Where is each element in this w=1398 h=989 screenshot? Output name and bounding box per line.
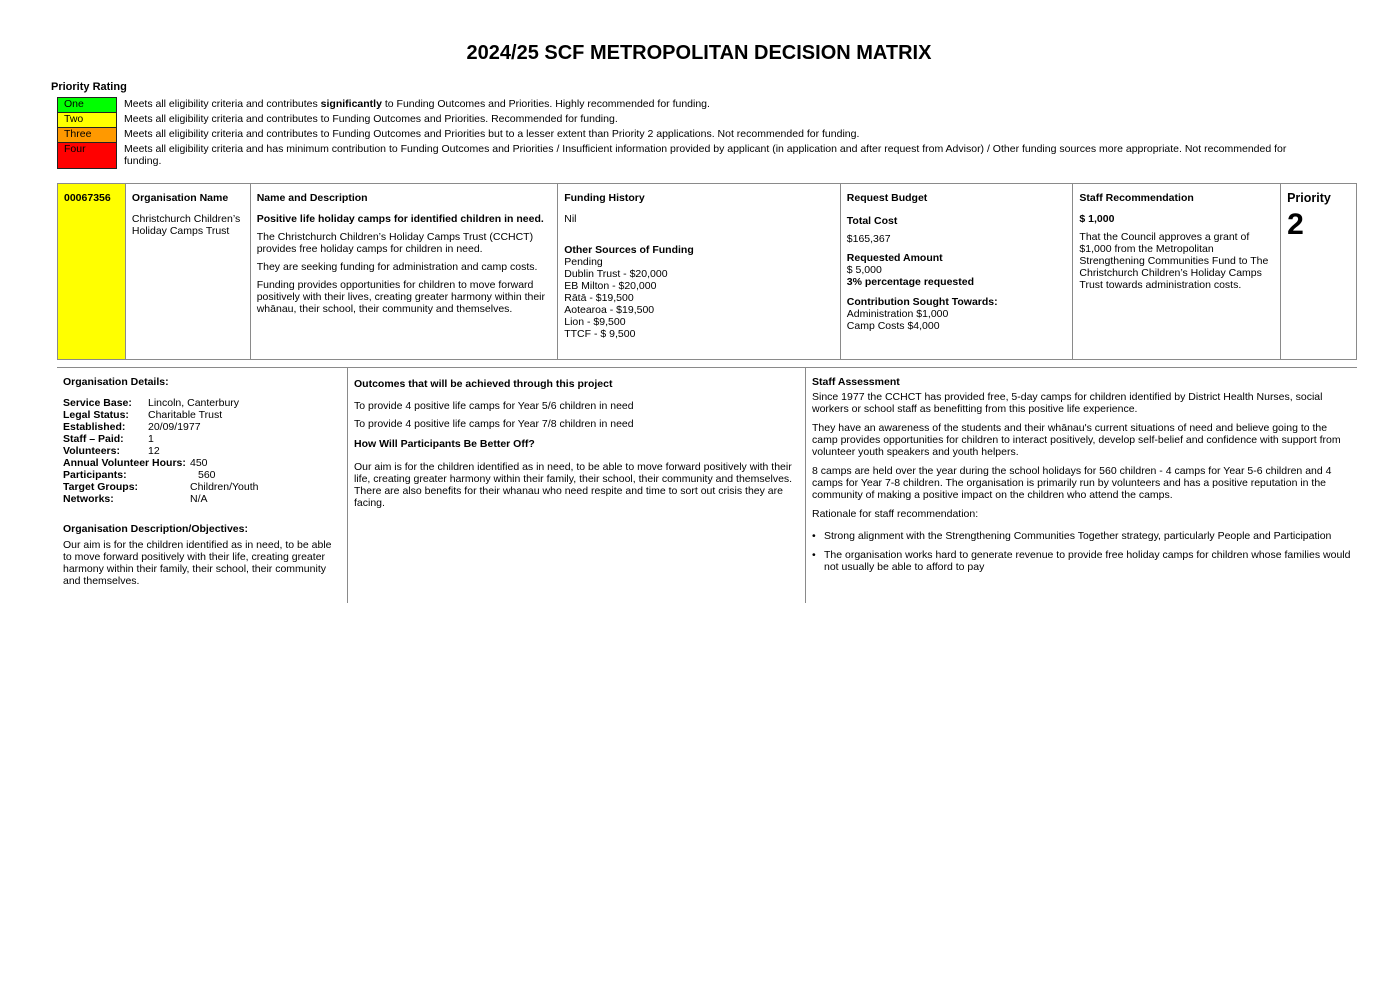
- description-paragraph: The Christchurch Children’s Holiday Camps Trust (CCHCT) provides free holiday camps for children in need.: [256, 231, 534, 255]
- funding-history-value: Nil: [564, 213, 577, 225]
- detail-key: Target Groups:: [63, 481, 139, 493]
- assessment-paragraph: They have an awareness of the students and their whānau's current situations of need and believe going to the camp provides opportunities for children to interact positively, develop self-belief and confidence with support from volunteer youth speakers and youth helpers.: [812, 422, 1341, 458]
- rationale-text: Strong alignment with the Strengthening Communities Together strategy, particularly People and Participation: [824, 530, 1332, 542]
- outcome-item: To provide 4 positive life camps for Year 5/6 children in need: [354, 400, 634, 412]
- detail-key: Established:: [63, 421, 126, 433]
- organisation-details-column: [57, 368, 348, 603]
- requested-amount-label: Requested Amount: [846, 252, 943, 264]
- priority-legend: [57, 97, 1307, 169]
- organisation-description-text: Our aim is for the children identified as in need, to be able to move forward positively with their life, creating greater harmony within their family, their school, their community and themselves.: [63, 539, 332, 587]
- staff-recommendation-text: That the Council approves a grant of $1,000 from the Metropolitan Strengthening Communities Fund to The Christchurch Children’s Holiday Camps Trust towards administration costs.: [1079, 231, 1269, 291]
- contribution-label: Contribution Sought Towards:: [846, 296, 998, 308]
- rationale-text: The organisation works hard to generate revenue to provide free holiday camps for children whose families would not usually be able to afford to pay: [824, 549, 1351, 573]
- total-cost-value: $165,367: [846, 233, 891, 245]
- staff-assessment-column: [806, 368, 1357, 603]
- request-budget-cell: [840, 184, 1073, 359]
- detail-key: Volunteers:: [63, 445, 120, 457]
- priority-swatch-one: One: [57, 97, 117, 112]
- detail-key: Service Base:: [63, 397, 132, 409]
- bullet-icon: •: [812, 549, 816, 561]
- organisation-description-heading: Organisation Description/Objectives:: [63, 523, 248, 535]
- detail-value: Lincoln, Canterbury: [148, 397, 240, 409]
- detail-value: 560: [198, 469, 216, 481]
- detail-value: Children/Youth: [190, 481, 259, 493]
- organisation-details-list: [63, 397, 341, 505]
- contribution-item: Camp Costs $4,000: [846, 320, 940, 332]
- detail-row: [63, 457, 341, 469]
- better-off-text: Our aim is for the children identified as in need, to be able to move forward positively with their life, creating greater harmony within their family, their school, their community and themselves. There are also benefits for their whanau who need respite and time to sort out crisis they are facing.: [354, 461, 793, 509]
- staff-recommendation-cell: [1072, 184, 1280, 359]
- detail-row: [63, 433, 341, 445]
- description-paragraph: Funding provides opportunities for children to move forward positively with their lives, creating greater harmony within their whānau, their school, their community and themselves.: [256, 279, 546, 315]
- priority-rating-heading: Priority Rating: [51, 81, 127, 93]
- detail-row: [63, 445, 341, 457]
- priority-swatch-four: Four: [57, 142, 117, 169]
- other-source: Pending: [564, 256, 603, 268]
- detail-value: 12: [148, 445, 160, 457]
- request-budget-heading: Request Budget: [846, 192, 928, 204]
- detail-row: [63, 421, 341, 433]
- description-heading: Name and Description: [256, 192, 368, 204]
- priority-row-three: [57, 127, 1307, 142]
- staff-recommended-amount: $ 1,000: [1079, 213, 1115, 225]
- detail-value: 20/09/1977: [148, 421, 201, 433]
- priority-swatch-two: Two: [57, 112, 117, 127]
- better-off-heading: How Will Participants Be Better Off?: [354, 438, 535, 450]
- detail-row: [63, 493, 341, 505]
- rationale-bullet: [812, 549, 1351, 573]
- staff-assessment-heading: Staff Assessment: [812, 376, 900, 388]
- other-source: Lion - $9,500: [564, 316, 626, 328]
- priority-text-three: Meets all eligibility criteria and contributes to Funding Outcomes and Priorities but to a lesser extent than Priority 2 applications. Not recommended for funding.: [124, 128, 860, 140]
- other-source: Dublin Trust - $20,000: [564, 268, 668, 280]
- funding-history-heading: Funding History: [564, 192, 645, 204]
- application-record: [57, 183, 1357, 360]
- other-source: Rātā - $19,500: [564, 292, 634, 304]
- organisation-name-cell: [125, 184, 250, 359]
- priority-text-two: Meets all eligibility criteria and contributes to Funding Outcomes and Priorities. Recommended for funding.: [124, 113, 618, 125]
- detail-row: [63, 397, 341, 409]
- priority-label: Priority: [1287, 191, 1331, 205]
- other-sources-heading: Other Sources of Funding: [564, 244, 694, 256]
- page-title: 2024/25 SCF METROPOLITAN DECISION MATRIX: [466, 42, 932, 64]
- total-cost-label: Total Cost: [846, 215, 898, 227]
- detail-value: N/A: [190, 493, 208, 505]
- requested-percentage: 3% percentage requested: [846, 276, 974, 288]
- description-paragraph: They are seeking funding for administration and camp costs.: [256, 261, 538, 273]
- staff-recommendation-heading: Staff Recommendation: [1079, 192, 1194, 204]
- detail-row: [63, 409, 341, 421]
- requested-amount-value: $ 5,000: [846, 264, 882, 276]
- contribution-item: Administration $1,000: [846, 308, 949, 320]
- priority-row-four: [57, 142, 1307, 169]
- organisation-name: Christchurch Children’s Holiday Camps Trust: [131, 213, 241, 237]
- detail-key: Networks:: [63, 493, 114, 505]
- detail-key: Participants:: [63, 469, 127, 481]
- detail-row: [63, 481, 341, 493]
- detail-value: 1: [148, 433, 154, 445]
- assessment-paragraph: 8 camps are held over the year during the school holidays for 560 children - 4 camps for Year 5-6 children and 4 camps for Year 7-8 children. The organisation is primarily run by volunteers and has a positive reputation in the community of making a positive impact on the children who attend the camps.: [812, 465, 1332, 501]
- description-cell: [250, 184, 558, 359]
- assessment-paragraph: Since 1977 the CCHCT has provided free, 5-day camps for children identified by District Health Nurses, social workers or school staff as benefitting from this positive life experience.: [812, 391, 1323, 415]
- priority-row-two: [57, 112, 1307, 127]
- priority-text-one: Meets all eligibility criteria and contributes significantly to Funding Outcomes and Priorities. Highly recommended for funding.: [124, 98, 710, 110]
- detail-key: Staff – Paid:: [63, 433, 124, 445]
- bullet-icon: •: [812, 530, 816, 542]
- priority-value: 2: [1287, 208, 1304, 241]
- rationale-bullet: [812, 530, 1351, 542]
- organisation-name-heading: Organisation Name: [131, 192, 229, 204]
- detail-key: Legal Status:: [63, 409, 129, 421]
- application-id: 00067356: [58, 184, 125, 359]
- detail-row: [63, 469, 341, 481]
- funding-history-cell: [557, 184, 840, 359]
- other-source: TTCF - $ 9,500: [564, 328, 636, 340]
- priority-swatch-three: Three: [57, 127, 117, 142]
- outcome-item: To provide 4 positive life camps for Year 7/8 children in need: [354, 418, 634, 430]
- detail-section: [57, 367, 1357, 603]
- other-source: EB Milton - $20,000: [564, 280, 657, 292]
- outcomes-heading: Outcomes that will be achieved through this project: [354, 378, 613, 390]
- priority-text-four: Meets all eligibility criteria and has minimum contribution to Funding Outcomes and Priorities / Insufficient information provided by applicant (in application and after request from Advisor) / Other funding sources more appropriate. Not recommended for funding.: [124, 143, 1287, 167]
- outcomes-column: [348, 368, 806, 603]
- detail-value: 450: [190, 457, 208, 469]
- project-title: Positive life holiday camps for identified children in need.: [256, 213, 544, 225]
- rationale-label: Rationale for staff recommendation:: [812, 508, 979, 520]
- detail-value: Charitable Trust: [148, 409, 223, 421]
- organisation-details-heading: Organisation Details:: [63, 376, 169, 388]
- detail-key: Annual Volunteer Hours:: [63, 457, 186, 469]
- priority-cell: [1280, 184, 1356, 359]
- other-source: Aotearoa - $19,500: [564, 304, 655, 316]
- priority-row-one: [57, 97, 1307, 112]
